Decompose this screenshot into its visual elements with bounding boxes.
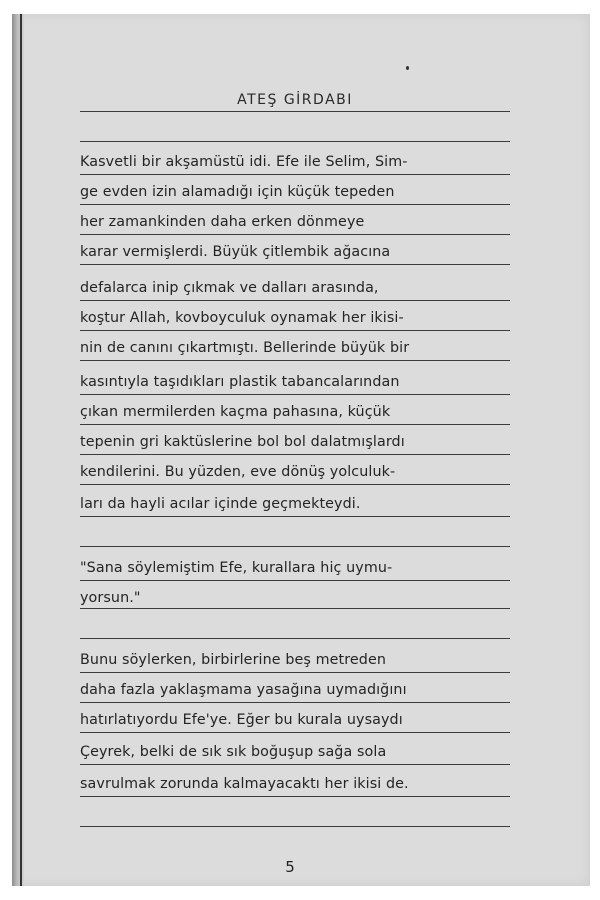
- text-line: Bunu söylerken, birbirlerine beş metreden: [80, 652, 387, 668]
- text-line: çıkan mermilerden kaçma pahasına, küçük: [80, 404, 391, 420]
- text-line: ları da hayli acılar içinde geçmekteydi.: [80, 496, 361, 512]
- ruled-line: [80, 394, 510, 395]
- page-title: ATEŞ GİRDABI: [237, 92, 353, 108]
- page-binding-shadow: [12, 14, 24, 886]
- ruled-line: [80, 454, 510, 455]
- ruled-line: [80, 264, 510, 265]
- ruled-line: [80, 702, 510, 703]
- ruled-line: [80, 234, 510, 235]
- margin-line: [20, 14, 22, 886]
- ruled-line: [80, 672, 510, 673]
- ruled-line: [80, 330, 510, 331]
- ruled-line: [80, 174, 510, 175]
- ruled-line: [80, 608, 510, 609]
- ruled-line: [80, 826, 510, 827]
- ruled-line: [80, 141, 510, 142]
- ruled-line: [80, 732, 510, 733]
- text-line: savrulmak zorunda kalmayacaktı her ikisi de.: [80, 776, 409, 792]
- text-line: kasıntıyla taşıdıkları plastik tabancalarından: [80, 374, 400, 390]
- text-line: defalarca inip çıkmak ve dalları arasında,: [80, 280, 379, 296]
- ruled-line: [80, 360, 510, 361]
- ruled-line: [80, 796, 510, 797]
- text-line: Çeyrek, belki de sık sık boğuşup sağa sola: [80, 744, 387, 760]
- text-line: nin de canını çıkartmıştı. Bellerinde büyük bir: [80, 340, 410, 356]
- page-number: 5: [285, 858, 295, 876]
- ruled-line: [80, 546, 510, 547]
- text-line: yorsun.": [80, 590, 141, 606]
- text-line: Kasvetli bir akşamüstü idi. Efe ile Selim, Sim-: [80, 154, 408, 170]
- text-line: kendilerini. Bu yüzden, eve dönüş yolculuk-: [80, 464, 396, 480]
- text-line: daha fazla yaklaşmama yasağına uymadığını: [80, 682, 407, 698]
- ruled-line: [80, 204, 510, 205]
- ruled-line: [80, 300, 510, 301]
- ink-speck: [406, 66, 409, 70]
- ruled-line: [80, 764, 510, 765]
- ruled-line: [80, 424, 510, 425]
- ruled-line: [80, 484, 510, 485]
- ruled-line: [80, 580, 510, 581]
- ruled-line: [80, 516, 510, 517]
- text-line: "Sana söylemiştim Efe, kurallara hiç uymu-: [80, 560, 393, 576]
- text-line: her zamankinden daha erken dönmeye: [80, 214, 365, 230]
- text-line: ge evden izin alamadığı için küçük tepeden: [80, 184, 395, 200]
- ruled-line: [80, 638, 510, 639]
- text-line: hatırlatıyordu Efe'ye. Eğer bu kurala uysaydı: [80, 712, 403, 728]
- text-line: tepenin gri kaktüslerine bol bol dalatmışlardı: [80, 434, 405, 450]
- text-line: karar vermişlerdi. Büyük çitlembik ağacına: [80, 244, 391, 260]
- text-line: koştur Allah, kovboyculuk oynamak her ikisi-: [80, 310, 404, 326]
- ruled-line: [80, 111, 510, 112]
